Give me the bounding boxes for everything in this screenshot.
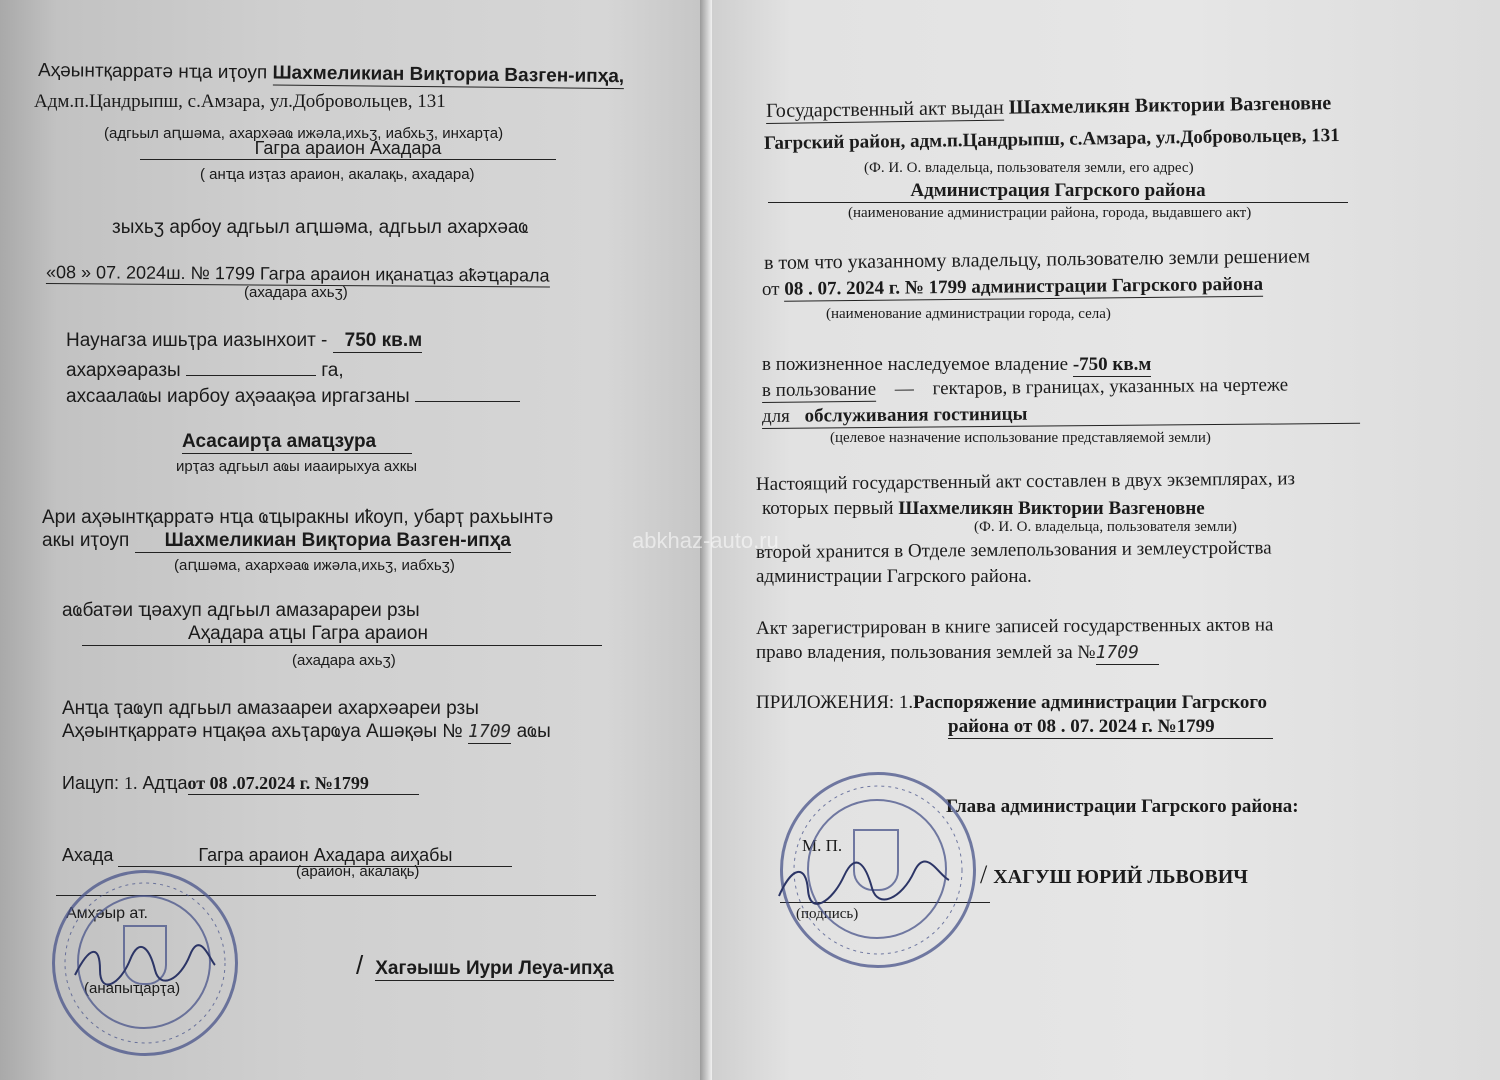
- ownership-label: в пожизненное наследуемое владение: [762, 354, 1069, 375]
- ownership-area: -750 кв.м: [1072, 354, 1152, 375]
- issued-to-line: [38, 60, 624, 88]
- attachments-line: [62, 773, 419, 794]
- act-decision-prefix: от: [761, 278, 780, 300]
- first-copy-name: Шахмеликиан Виқториа Вазген-ипҳа: [135, 530, 511, 553]
- act-decision-text: 08 . 07. 2024 г. № 1799 администрации Гагрского района: [784, 273, 1264, 300]
- attachments-doc: Адҵа: [142, 773, 188, 793]
- act-owner-name: Шахмеликян Виктории Вазгеновне: [1008, 92, 1332, 119]
- second-copy-caption: (ахадара ахьӡ): [292, 652, 396, 669]
- decision-caption: (ахадара ахьӡ): [244, 284, 348, 301]
- purpose-value-ru: обслуживания гостиницы: [804, 403, 1028, 427]
- second-copy-org-ru: администрации Гагрского района.: [756, 566, 1032, 587]
- act-issuing-caption: (наименование администрации района, города, выдавшего акт): [848, 205, 1252, 221]
- registration-book-suffix: аҩы: [516, 721, 551, 742]
- attachments-label: Иацуп:: [62, 773, 120, 793]
- usage-dash: —: [894, 378, 914, 400]
- boundaries-line: [66, 383, 520, 408]
- head-line: [62, 845, 512, 866]
- issued-to-prefix: Аҳәынтқарратә нҵа иҭоуп: [37, 60, 268, 84]
- head-title-ru: Глава администрации Гагрского района:: [946, 796, 1299, 817]
- act-issued-line: [766, 92, 1332, 123]
- use-area-line: [66, 357, 344, 382]
- use-area-unit: га,: [321, 360, 344, 381]
- act-decision-caption: (наименование администрации города, села): [826, 306, 1111, 322]
- head-prefix: Ахада: [62, 845, 114, 865]
- head-name-line-ru: / ХАГУШ ЮРИЙ ЛЬВОВИЧ: [980, 860, 1248, 889]
- first-copy-prefix-ru: которых первый: [762, 498, 894, 519]
- copies-line: Ари аҳәынтқарратә нҵа ҩҵыракны иҟоуп, убарҭ рахьынтә: [42, 507, 554, 528]
- boundaries-blank: [415, 383, 520, 402]
- attachments-details: от 08 .07.2024 г. №1799: [188, 773, 419, 795]
- act-owner-caption: (Ф. И. О. владельца, пользователя земли, его адрес): [864, 160, 1194, 176]
- owner-address: Адм.п.Цандрыпш, с.Амзара, ул.Добровольцев, 131: [34, 91, 446, 112]
- second-copy-org: Аҳадара аҵы Гагра араион: [188, 623, 428, 644]
- registration-number: 1709: [468, 721, 512, 742]
- use-area-label: ахархәаразы: [66, 360, 181, 381]
- purpose-line-ru: [762, 401, 1360, 429]
- owner-statement: зыхьӡ арбоу адгьыл аԥшәма, адгьыл ахархәаҩ: [112, 217, 529, 238]
- ownership-line: [762, 354, 1151, 376]
- registration-line-ru: Акт зарегистрирован в книге записей государственных актов на: [755, 614, 1274, 639]
- left-page: [0, 0, 712, 1080]
- usage-line: [762, 374, 1288, 402]
- issuing-admin-caption: ( анҵа изҭаз араион, акалақь, ахадара): [200, 166, 475, 183]
- right-page: [712, 0, 1500, 1080]
- registration-book-line: [62, 721, 551, 743]
- registration-number-ru: 1709: [1096, 642, 1159, 665]
- first-copy-name-ru: Шахмеликян Виктории Вазгеновне: [898, 498, 1205, 519]
- area-value: 750 кв.м: [333, 330, 423, 353]
- watermark: abkhaz-auto.ru: [632, 528, 779, 553]
- signature-ru-icon: [774, 858, 954, 908]
- act-decision-line: [762, 274, 1263, 301]
- second-copy-line: аҩбатәи ҵәахуп адгьыл амазарареи рзы: [62, 600, 420, 621]
- attachments-number: 1.: [124, 773, 138, 793]
- head-signature-line: / Хагәышь Иури Леуа-ипҳа: [356, 950, 614, 980]
- area-line: [66, 330, 422, 352]
- attachments-label-ru: ПРИЛОЖЕНИЯ: 1.: [756, 692, 914, 713]
- head-caption: (араион, акалақь): [296, 863, 420, 880]
- issuing-admin: Гагра араион Ахадара: [140, 138, 556, 160]
- signature-caption-ru: (подпись): [796, 906, 859, 922]
- area-label: Наунагза ишьҭра иазынхоит -: [66, 330, 328, 351]
- first-copy-line-ru: [762, 498, 1205, 520]
- copies-intro-ru: Настоящий государственный акт составлен в двух экземплярах, из: [755, 468, 1296, 495]
- use-area-blank: [186, 357, 316, 376]
- signature-caption: (анапыҵарҭа): [84, 980, 181, 997]
- act-owner-address: Гагрский район, адм.п.Цандрыпш, с.Амзара, ул.Добровольцев, 131: [763, 124, 1340, 154]
- second-copy-org-line: [82, 623, 602, 646]
- decision-text: «08 » 07. 2024ш. № 1799 Гагра араион иқанаҵаз аҟәҵарала: [45, 262, 550, 286]
- owner-name: Шахмеликиан Виқториа Вазген-ипҳа,: [272, 62, 625, 88]
- purpose-line: [182, 431, 412, 453]
- first-copy-prefix: акы иҭоуп: [42, 530, 130, 551]
- act-issuing-admin: Администрация Гагрского района: [768, 180, 1348, 203]
- signature-icon: [70, 940, 220, 990]
- purpose-caption: ирҭаз адгьыл аҩы иааирыхуа ахкы: [176, 458, 418, 475]
- head-org: Гагра араион Ахадара аиҳабы: [118, 845, 512, 867]
- usage-label: в пользование: [761, 378, 877, 401]
- boundaries-label: ахсаалаҩы иарбоу аҳәаақәа иргагзаны: [66, 386, 410, 407]
- purpose-prefix-ru: для: [761, 405, 790, 427]
- second-copy-line-ru: второй хранится в Отделе землепользования и землеустройства: [755, 537, 1272, 563]
- attachments-details-ru: района от 08 . 07. 2024 г. №1799: [948, 716, 1273, 739]
- head-name-ru: ХАГУШ ЮРИЙ ЛЬВОВИЧ: [993, 866, 1248, 888]
- first-copy-line: [42, 530, 511, 552]
- head-name: Хагәышь Иури Леуа-ипҳа: [375, 958, 614, 979]
- registration-line: Анҵа ҭаҩуп адгьыл амазаареи ахархәареи рзы: [62, 698, 479, 719]
- attachments-doc-ru: Распоряжение администрации Гагрского: [913, 692, 1267, 713]
- registration-book-prefix: Аҳәынтқарратә нҵақәа ахьҭарҩуа Ашәқәы №: [62, 721, 463, 742]
- first-copy-caption-ru: (Ф. И. О. владельца, пользователя земли): [974, 519, 1237, 535]
- usage-rest: гектаров, в границах, указанных на чертеже: [932, 374, 1289, 400]
- registration-book-prefix-ru: право владения, пользования землей за №: [756, 642, 1096, 663]
- seal-label: Амҳәыр ат.: [66, 905, 148, 922]
- attachments-line-ru: [756, 692, 1267, 714]
- act-issued-prefix: Государственный акт выдан: [765, 96, 1004, 122]
- decision-intro: в том что указанному владельцу, пользователю земли решением: [763, 245, 1311, 274]
- seal-place-ru: М. П.: [802, 836, 843, 855]
- purpose-value: Асасаирҭа амаҵзура: [182, 431, 412, 454]
- first-copy-caption: (аԥшәма, ахархәаҩ ижәла,ихьӡ, иабхьӡ): [174, 557, 455, 574]
- purpose-caption-ru: (целевое назначение использование представляемой земли): [830, 430, 1211, 446]
- registration-book-line-ru: [756, 642, 1159, 664]
- decision-line: [46, 262, 550, 287]
- owner-caption: (адгьыл аԥшәма, ахархәаҩ ижәла,ихьӡ, иабхьӡ, инхарҭа): [104, 125, 504, 142]
